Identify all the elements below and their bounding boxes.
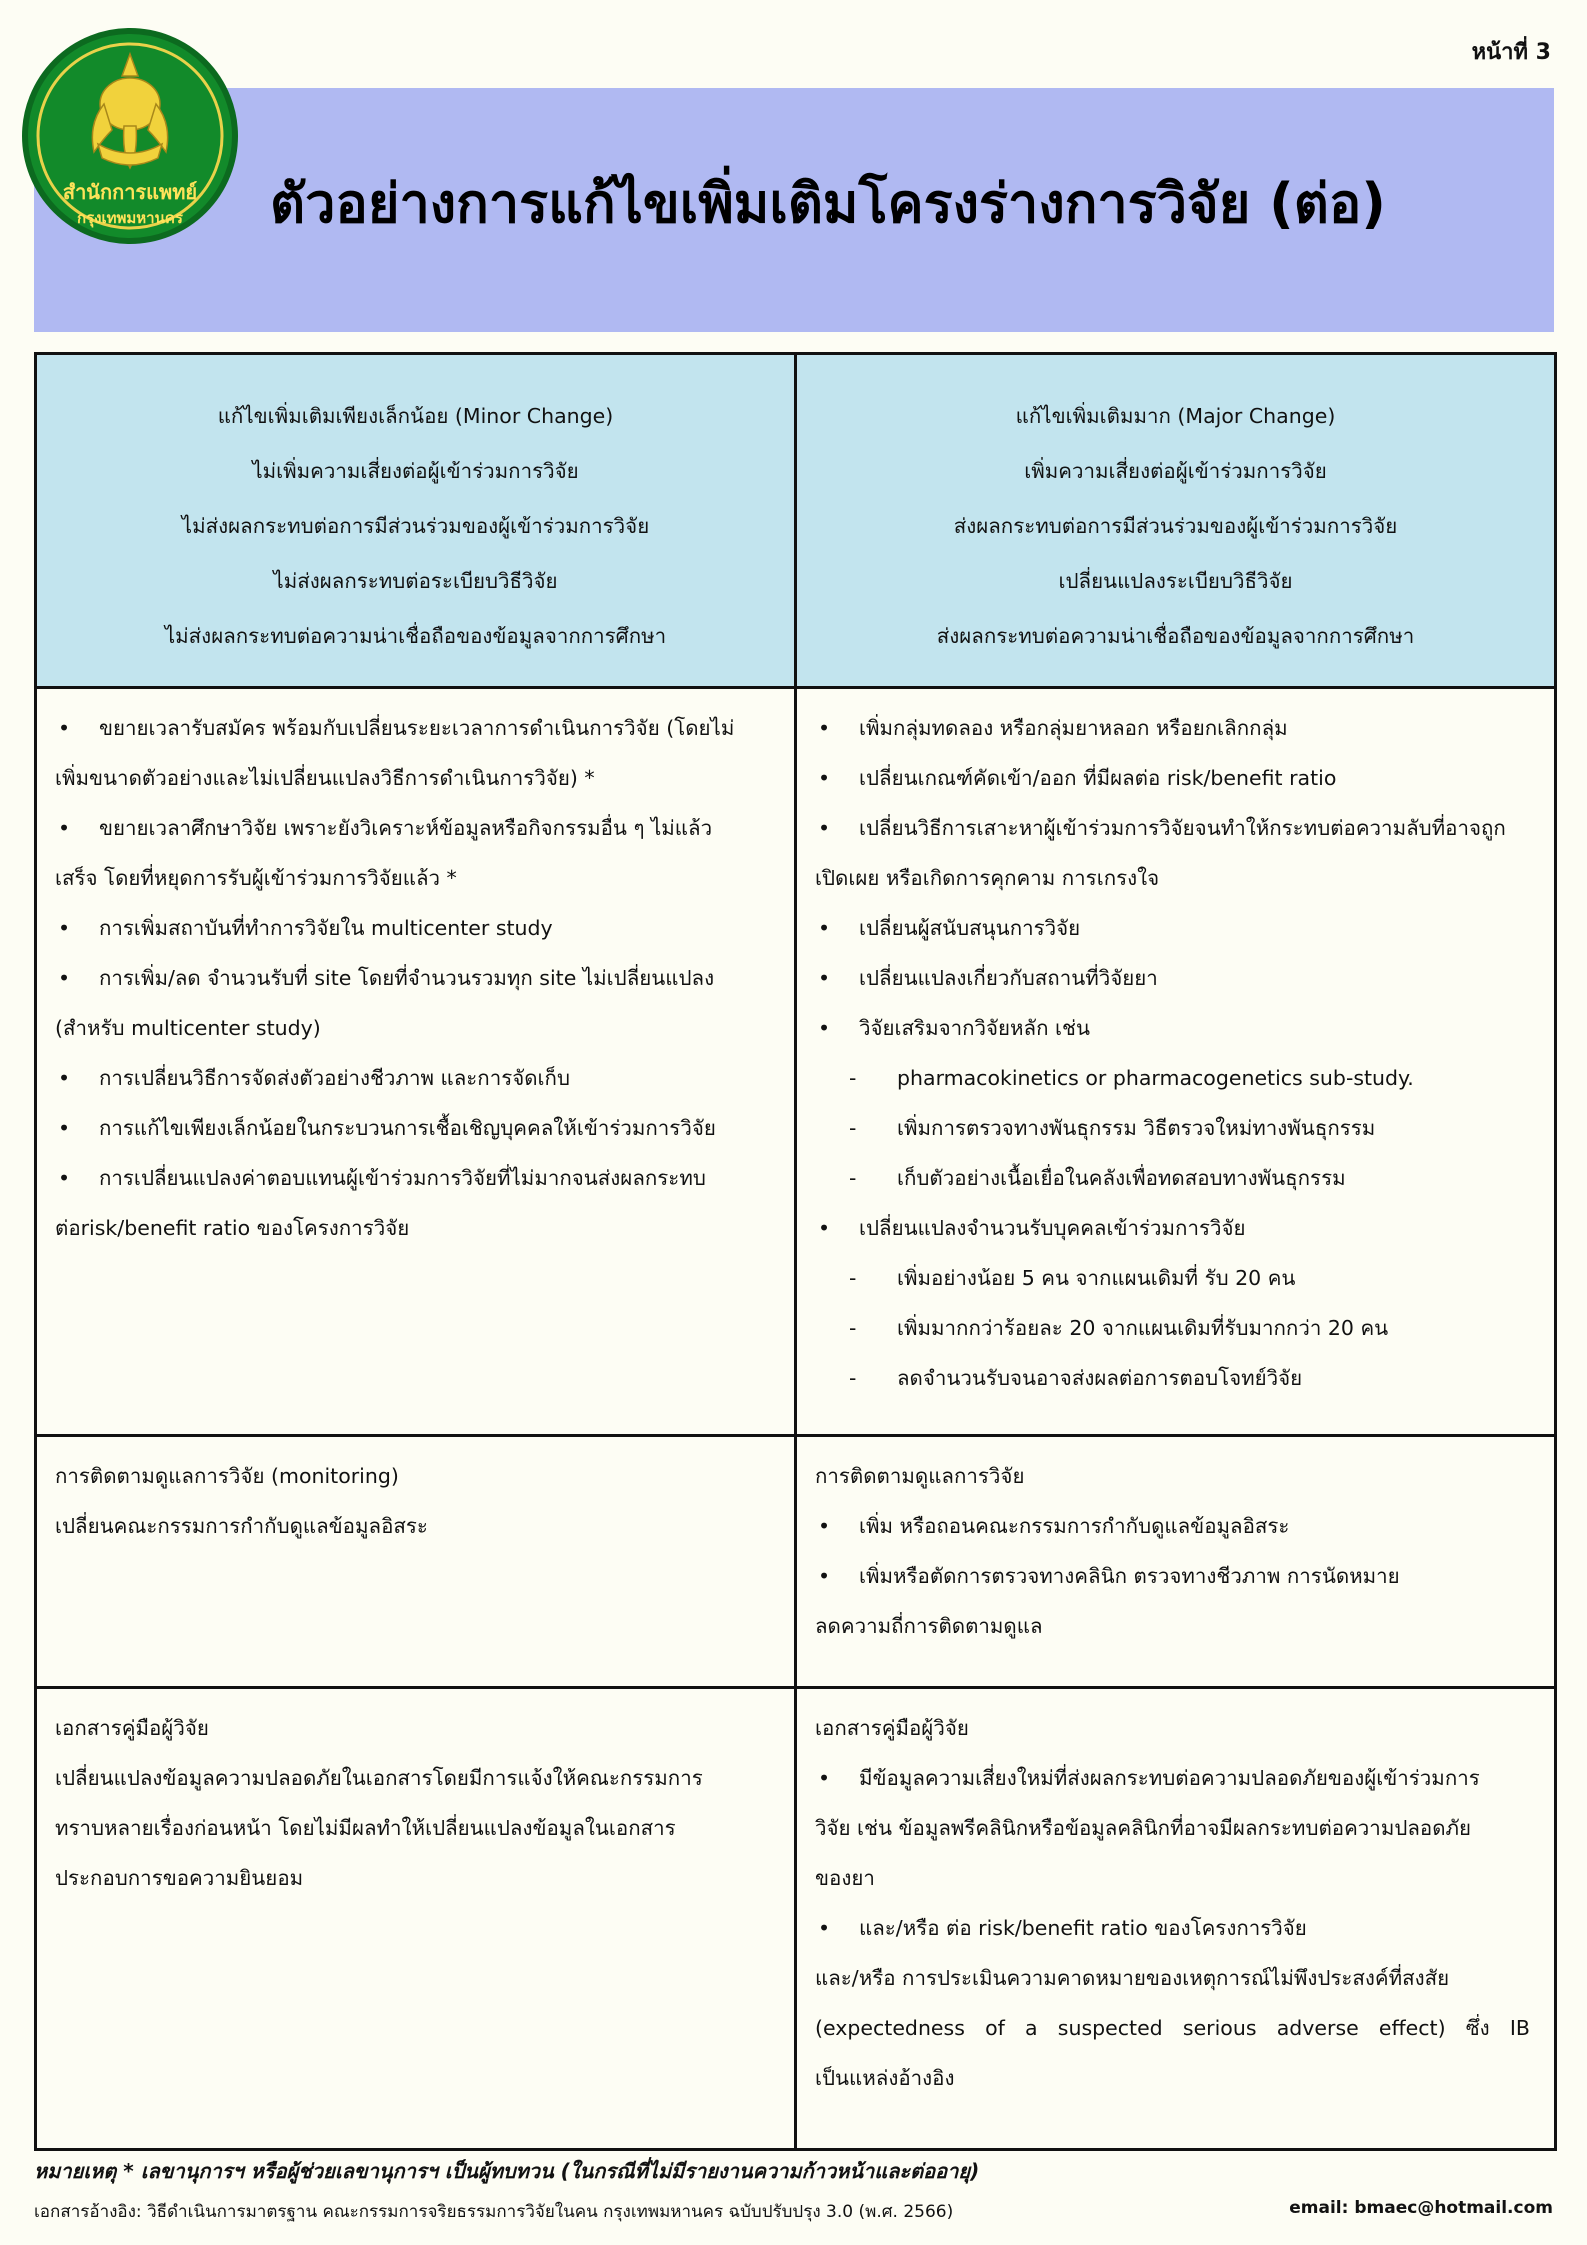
table-row-investigator-brochure [36,1688,1556,2150]
sub-list-item: - เพิ่มอย่างน้อย 5 คน จากแผนเดิมที่ รับ 20 คน [815,1253,1530,1303]
minor-header-title: แก้ไขเพิ่มเติมเพียงเล็กน้อย (Minor Change) [217,404,614,428]
cell-text: ทราบหลายเรื่องก่อนหน้า โดยไม่มีผลทำให้เปลี่ยนแปลงข้อมูลในเอกสาร [55,1816,676,1840]
section-heading: การติดตามดูแลการวิจัย (monitoring) [55,1464,399,1488]
logo-line-1: สำนักการแพทย์ [62,180,198,204]
bma-medical-emblem-icon [22,28,238,244]
list-item: • การเพิ่ม/ลด จำนวนรับที่ site โดยที่จำนวนรวมทุก site ไม่เปลี่ยนแปลง [55,953,770,1003]
list-item-continuation: เปิดเผย หรือเกิดการคุกคาม การเกรงใจ [815,866,1160,890]
list-item: • เปลี่ยนวิธีการเสาะหาผู้เข้าร่วมการวิจัยจนทำให้กระทบต่อความลับที่อาจถูก [815,803,1530,853]
cell-text: เป็นแหล่งอ้างอิง [815,2066,955,2090]
sub-list-item: - ลดจำนวนรับจนอาจส่งผลต่อการตอบโจทย์วิจัย [815,1353,1530,1403]
major-header-line: ส่งผลกระทบต่อความน่าเชื่อถือของข้อมูลจากการศึกษา [936,624,1415,648]
list-item-continuation: เสร็จ โดยที่หยุดการรับผู้เข้าร่วมการวิจัยแล้ว * [55,866,457,890]
list-item: • การเปลี่ยนแปลงค่าตอบแทนผู้เข้าร่วมการวิจัยที่ไม่มากจนส่งผลกระทบ [55,1153,770,1203]
list-item: • และ/หรือ ต่อ risk/benefit ratio ของโครงการวิจัย [815,1903,1530,1953]
list-item: • เพิ่มกลุ่มทดลอง หรือกลุ่มยาหลอก หรือยกเลิกกลุ่ม [815,703,1530,753]
major-header-line: เปลี่ยนแปลงระเบียบวิธีวิจัย [1058,569,1293,593]
list-item-continuation: วิจัย เช่น ข้อมูลพรีคลินิกหรือข้อมูลคลินิกที่อาจมีผลกระทบต่อความปลอดภัย [815,1816,1472,1840]
sub-list-item: - เพิ่มการตรวจทางพันธุกรรม วิธีตรวจใหม่ทางพันธุกรรม [815,1103,1530,1153]
major-monitoring-cell [796,1436,1556,1688]
footnote: หมายเหตุ * เลขานุการฯ หรือผู้ช่วยเลขานุการฯ เป็นผู้ทบทวน (ในกรณีที่ไม่มีรายงานความก้าวหน้าและต่ออายุ) [34,2159,980,2183]
cell-text: ประกอบการขอความยินยอม [55,1866,304,1890]
minor-monitoring-cell [36,1436,796,1688]
list-item: • ขยายเวลาศึกษาวิจัย เพราะยังวิเคราะห์ข้อมูลหรือกิจกรรมอื่น ๆ ไม่แล้ว [55,803,770,853]
logo-line-2: กรุงเทพมหานคร [77,209,183,227]
major-change-header [796,354,1556,688]
reference-text: เอกสารอ้างอิง: วิธีดำเนินการมาตรฐาน คณะกรรมการจริยธรรมการวิจัยในคน กรุงเทพมหานคร ฉบับปรับปรุง 3.0 (พ.ศ. 2566) [34,2202,954,2222]
cell-text: เปลี่ยนแปลงข้อมูลความปลอดภัยในเอกสารโดยมีการแจ้งให้คณะกรรมการ [55,1766,703,1790]
major-protocol-cell [796,688,1556,1436]
page-number: หน้าที่ 3 [1471,40,1551,65]
list-item: • การแก้ไขเพียงเล็กน้อยในกระบวนการเชื้อเชิญบุคคลให้เข้าร่วมการวิจัย [55,1103,770,1153]
cell-text: และ/หรือ การประเมินความคาดหมายของเหตุการณ์ไม่พึงประสงค์ที่สงสัย [815,1966,1450,1990]
list-item-continuation: ต่อrisk/benefit ratio ของโครงการวิจัย [55,1216,410,1240]
list-item: • เปลี่ยนแปลงจำนวนรับบุคคลเข้าร่วมการวิจัย [815,1203,1530,1253]
section-heading: เอกสารคู่มือผู้วิจัย [55,1716,209,1740]
major-header-line: ส่งผลกระทบต่อการมีส่วนร่วมของผู้เข้าร่วมการวิจัย [953,514,1398,538]
section-heading: การติดตามดูแลการวิจัย [815,1464,1025,1488]
table-header-row [36,354,1556,688]
table-row-monitoring [36,1436,1556,1688]
sub-list-item: - pharmacokinetics or pharmacogenetics sub-study. [815,1053,1530,1103]
list-item-continuation: ลดความถี่การติดตามดูแล [815,1614,1043,1638]
list-item: • การเปลี่ยนวิธีการจัดส่งตัวอย่างชีวภาพ และการจัดเก็บ [55,1053,770,1103]
cell-text: (expectedness of a suspected serious adverse effect) ซึ่ง IB [815,2016,1530,2040]
minor-protocol-cell [36,688,796,1436]
sub-list-item: - เก็บตัวอย่างเนื้อเยื่อในคลังเพื่อทดสอบทางพันธุกรรม [815,1153,1530,1203]
list-item: • เพิ่มหรือตัดการตรวจทางคลินิก ตรวจทางชีวภาพ การนัดหมาย [815,1551,1530,1601]
list-item: • เพิ่ม หรือถอนคณะกรรมการกำกับดูแลข้อมูลอิสระ [815,1501,1530,1551]
list-item: • เปลี่ยนแปลงเกี่ยวกับสถานที่วิจัยยา [815,953,1530,1003]
sub-list-item: - เพิ่มมากกว่าร้อยละ 20 จากแผนเดิมที่รับมากกว่า 20 คน [815,1303,1530,1353]
section-heading: เอกสารคู่มือผู้วิจัย [815,1716,969,1740]
minor-header-line: ไม่ส่งผลกระทบต่อการมีส่วนร่วมของผู้เข้าร่วมการวิจัย [181,514,650,538]
list-item-continuation: (สำหรับ multicenter study) [55,1016,321,1040]
list-item: • มีข้อมูลความเสี่ยงใหม่ที่ส่งผลกระทบต่อความปลอดภัยของผู้เข้าร่วมการ [815,1753,1530,1803]
contact-email: email: bmaec@hotmail.com [1289,2198,1553,2218]
list-item: • เปลี่ยนเกณฑ์คัดเข้า/ออก ที่มีผลต่อ risk/benefit ratio [815,753,1530,803]
list-item: • เปลี่ยนผู้สนับสนุนการวิจัย [815,903,1530,953]
minor-header-line: ไม่ส่งผลกระทบต่อความน่าเชื่อถือของข้อมูลจากการศึกษา [164,624,667,648]
list-item-continuation: ของยา [815,1866,875,1890]
list-item: • การเพิ่มสถาบันที่ทำการวิจัยใน multicenter study [55,903,770,953]
cell-text: เปลี่ยนคณะกรรมการกำกับดูแลข้อมูลอิสระ [55,1514,428,1538]
major-header-title: แก้ไขเพิ่มเติมมาก (Major Change) [1015,404,1336,428]
minor-docs-cell [36,1688,796,2150]
major-docs-cell [796,1688,1556,2150]
list-item-continuation: เพิ่มขนาดตัวอย่างและไม่เปลี่ยนแปลงวิธีการดำเนินการวิจัย) * [55,766,595,790]
major-header-line: เพิ่มความเสี่ยงต่อผู้เข้าร่วมการวิจัย [1024,459,1327,483]
list-item: • ขยายเวลารับสมัคร พร้อมกับเปลี่ยนระยะเวลาการดำเนินการวิจัย (โดยไม่ [55,703,770,753]
minor-header-line: ไม่เพิ่มความเสี่ยงต่อผู้เข้าร่วมการวิจัย [252,459,579,483]
change-comparison-table [34,352,1557,2151]
minor-header-line: ไม่ส่งผลกระทบต่อระเบียบวิธีวิจัย [273,569,558,593]
minor-change-header [36,354,796,688]
list-item: • วิจัยเสริมจากวิจัยหลัก เช่น [815,1003,1530,1053]
page-title: ตัวอย่างการแก้ไขเพิ่มเติมโครงร่างการวิจัย (ต่อ) [270,172,1386,235]
table-row-protocol-changes [36,688,1556,1436]
